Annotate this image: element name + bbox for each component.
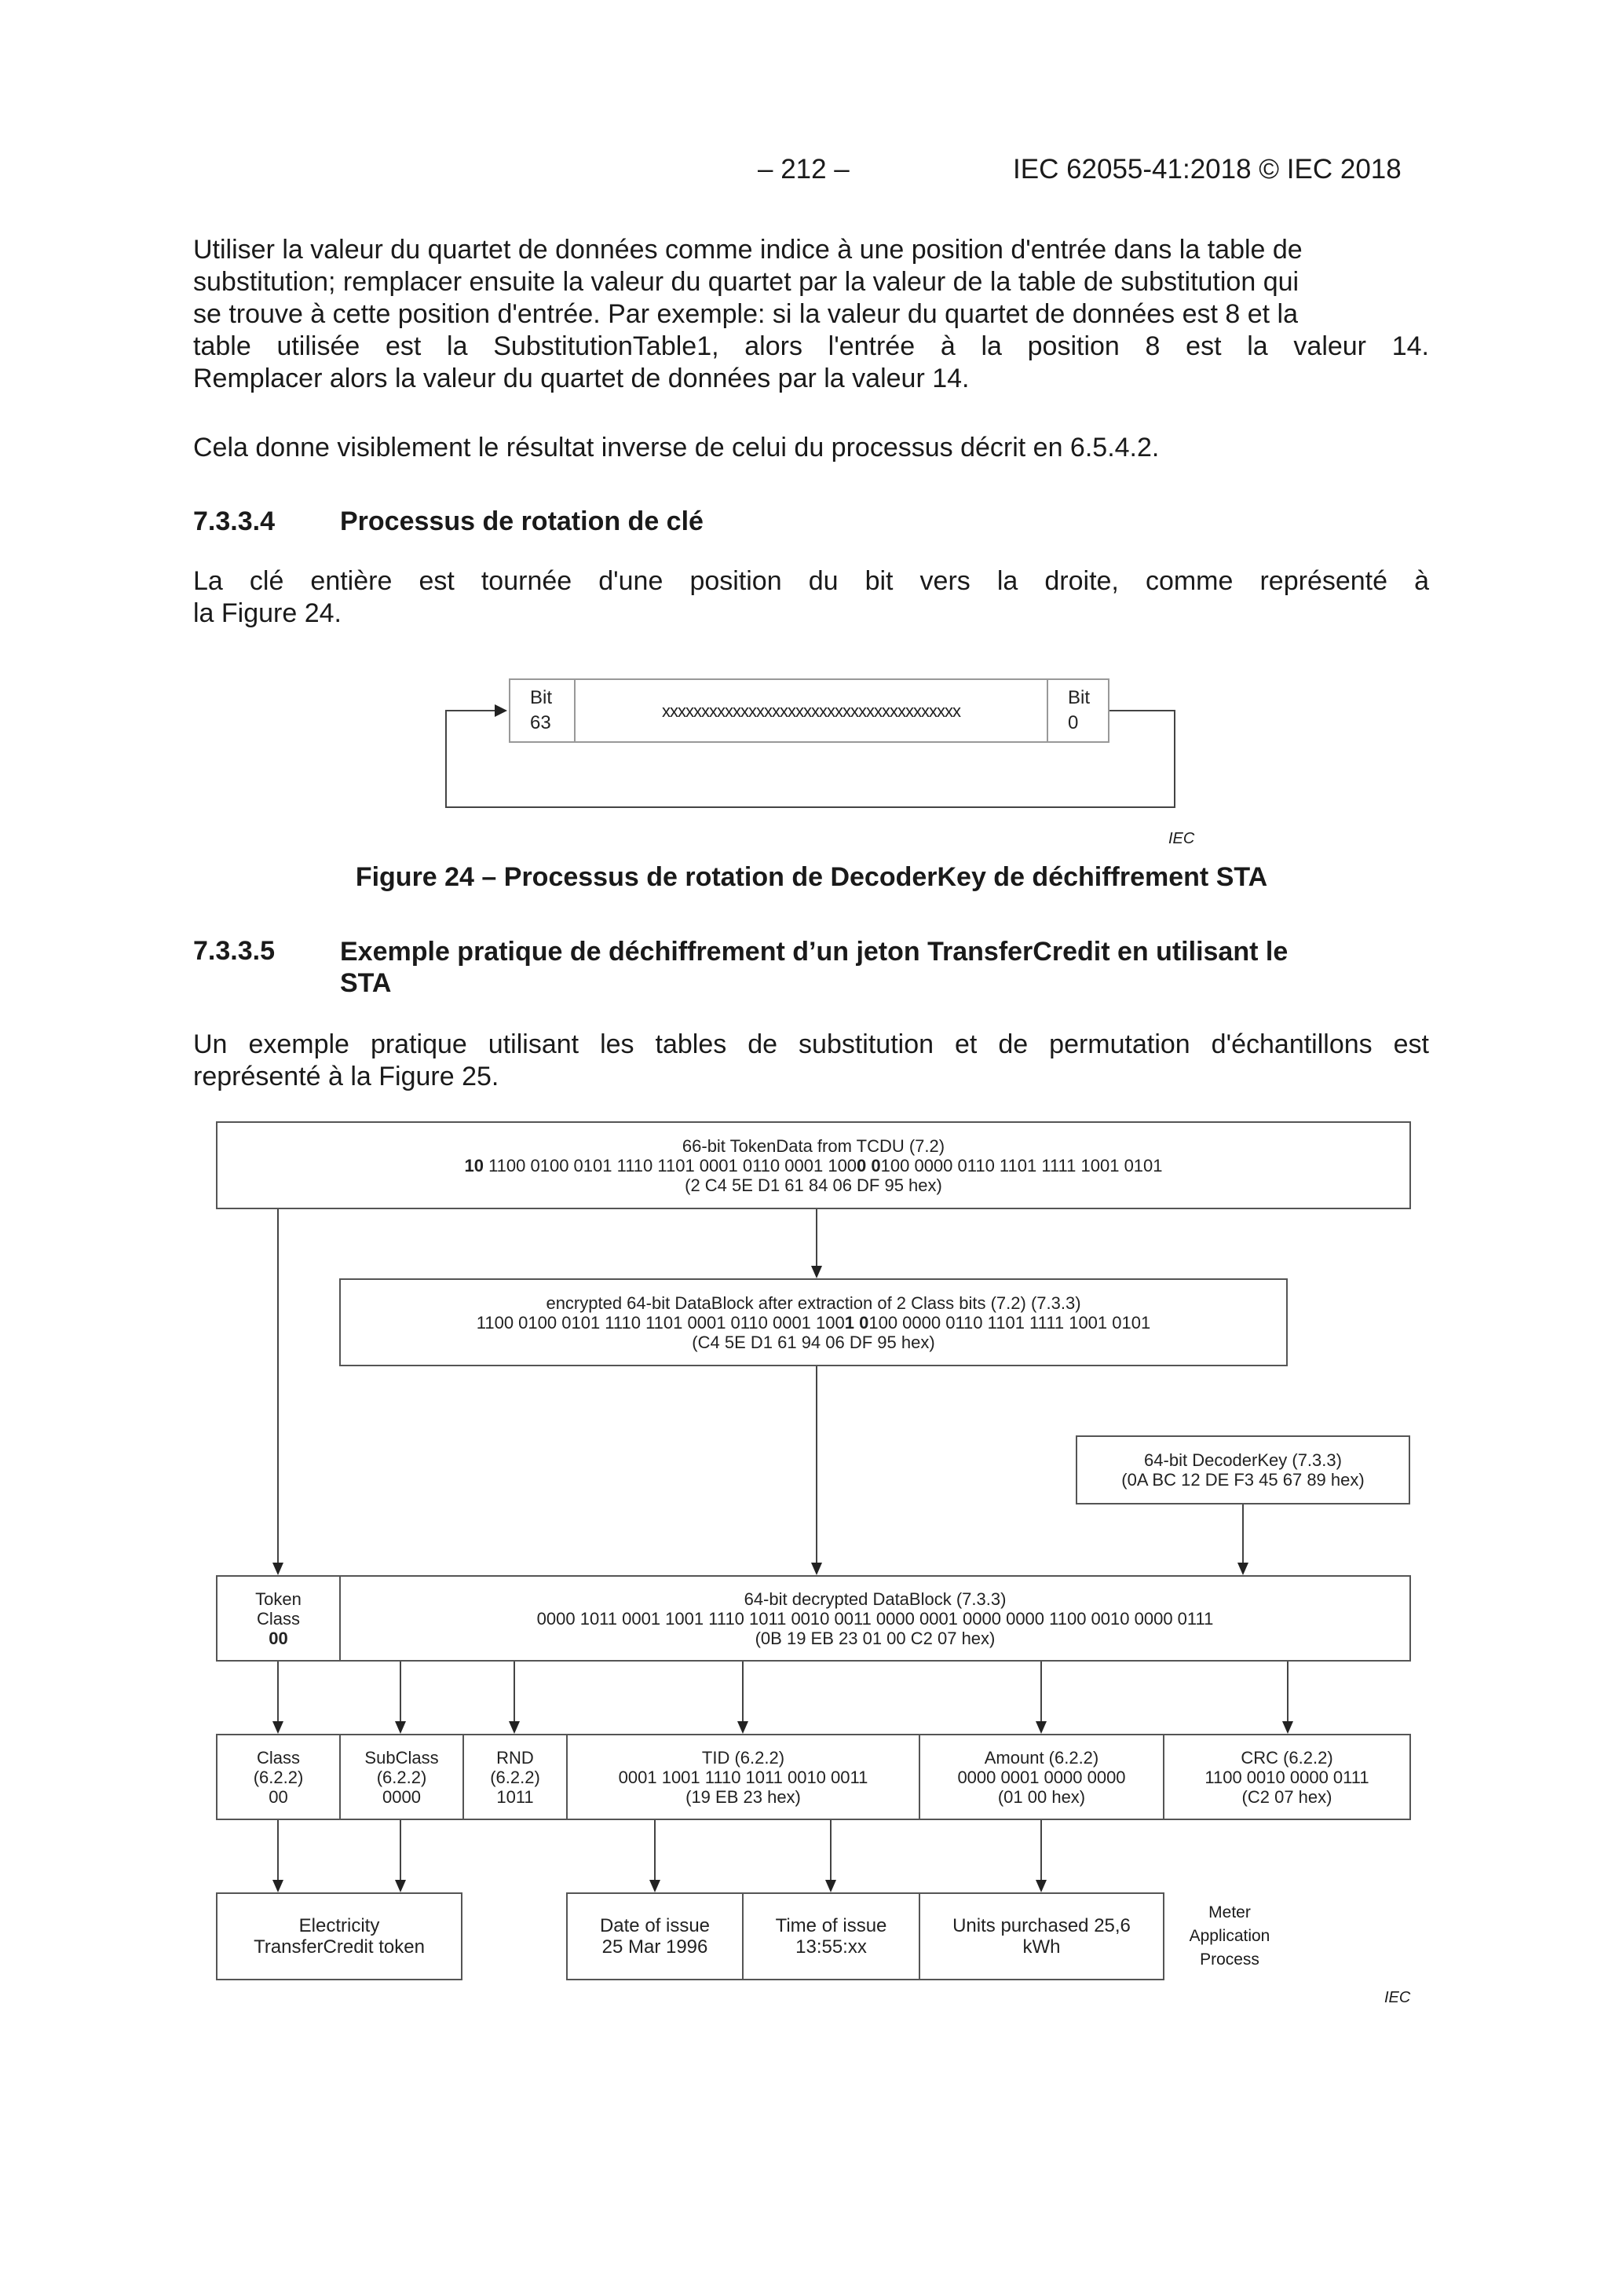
field-ref: (6.2.2) — [253, 1767, 304, 1787]
decrypted-title: 64-bit decrypted DataBlock (7.3.3) — [744, 1589, 1007, 1609]
bit63-label: Bit — [530, 687, 553, 708]
encrypted-hex: (C4 5E D1 61 94 06 DF 95 hex) — [692, 1332, 935, 1352]
field-hex: (19 EB 23 hex) — [685, 1786, 801, 1807]
output-line: Date of issue — [599, 1915, 711, 1936]
output-line: TransferCredit token — [254, 1936, 425, 1958]
date-of-issue-box — [566, 1892, 744, 1980]
bit0-value: 0 — [1068, 712, 1079, 733]
bit63-value: 63 — [530, 712, 551, 733]
token-class-line: Class — [256, 1608, 300, 1629]
section-title-line: STA — [340, 968, 392, 998]
output-line: kWh — [1022, 1936, 1061, 1958]
key-bits: xxxxxxxxxxxxxxxxxxxxxxxxxxxxxxxxxxxxxx — [662, 700, 960, 721]
field-hex: (C2 07 hex) — [1241, 1786, 1332, 1807]
token-class-box — [216, 1575, 341, 1662]
inverse-paragraph: Cela donne visiblement le résultat inverse de celui du processus décrit en 6.5.4.2. — [193, 433, 1160, 462]
page-number: – 212 – — [758, 154, 850, 185]
meter-line: Process — [1200, 1951, 1259, 1969]
bold-bits: 0 0 — [857, 1155, 881, 1175]
text-line: Un exemple pratique utilisant les tables de substitution et de permutation d'échantillons est — [193, 1029, 1429, 1059]
text-line: Remplacer alors la valeur du quartet de données par la valeur 14. — [193, 364, 970, 393]
meter-line: Application — [1189, 1927, 1270, 1945]
token-data-bits — [464, 1156, 1162, 1175]
bold-bits: 1 0 — [844, 1312, 869, 1333]
meter-application-process — [1163, 1892, 1296, 1980]
token-data-title: 66-bit TokenData from TCDU (7.2) — [682, 1135, 945, 1156]
bits: 100 0000 0110 1101 1111 1001 0101 — [880, 1155, 1163, 1175]
token-data-box — [216, 1121, 1411, 1209]
units-purchased-box — [919, 1892, 1164, 1980]
field-bits: 0000 0001 0000 0000 — [957, 1767, 1126, 1787]
field-value: 00 — [269, 1786, 288, 1807]
output-line: Time of issue — [775, 1915, 887, 1936]
bits: 1100 0100 0101 1110 1101 0001 0110 0001 100 — [476, 1312, 845, 1333]
text-line: la Figure 24. — [193, 598, 342, 628]
iec-mark: IEC — [1168, 830, 1195, 847]
field-value: 1011 — [496, 1786, 534, 1807]
figure24-caption: Figure 24 – Processus de rotation de DecoderKey de déchiffrement STA — [355, 862, 1268, 892]
token-class-line: Token — [255, 1589, 302, 1609]
decrypted-datablock-box — [339, 1575, 1411, 1662]
bold-bits: 10 — [464, 1155, 484, 1175]
text-line: substitution; remplacer ensuite la valeur du quartet par la valeur de la table de substitution qui — [193, 267, 1299, 297]
class-field-box — [216, 1734, 341, 1820]
field-value: 0000 — [382, 1786, 421, 1807]
section-number: 7.3.3.5 — [193, 936, 275, 966]
subclass-field-box — [339, 1734, 464, 1820]
decoder-key-box — [1076, 1435, 1410, 1504]
field-ref: (6.2.2) — [490, 1767, 540, 1787]
field-name: CRC (6.2.2) — [1241, 1747, 1333, 1768]
standard-reference: IEC 62055-41:2018 © IEC 2018 — [1013, 154, 1402, 185]
field-name: Amount (6.2.2) — [984, 1747, 1099, 1768]
encrypted-datablock-box — [339, 1278, 1288, 1366]
crc-field-box — [1163, 1734, 1411, 1820]
iec-mark: IEC — [1384, 1989, 1411, 2006]
field-bits: 0001 1001 1110 1011 0010 0011 — [618, 1767, 868, 1787]
token-class-value: 00 — [269, 1628, 288, 1648]
decoder-key-hex: (0A BC 12 DE F3 45 67 89 hex) — [1121, 1470, 1365, 1490]
field-name: Class — [256, 1747, 300, 1768]
electricity-token-box — [216, 1892, 462, 1980]
section-number: 7.3.3.4 — [193, 506, 275, 536]
output-line: Units purchased 25,6 — [952, 1915, 1131, 1936]
field-name: SubClass — [364, 1747, 439, 1768]
text-line: Utiliser la valeur du quartet de données comme indice à une position d'entrée dans la table de — [193, 235, 1303, 265]
field-ref: (6.2.2) — [376, 1767, 427, 1787]
bits: 100 0000 0110 1101 1111 1001 0101 — [868, 1312, 1151, 1333]
text-line: représenté à la Figure 25. — [193, 1062, 499, 1091]
text-line: La clé entière est tournée d'une position du bit vers la droite, comme représenté à — [193, 566, 1429, 596]
output-line: 25 Mar 1996 — [601, 1936, 708, 1958]
tid-field-box — [566, 1734, 920, 1820]
meter-line: Meter — [1208, 1903, 1251, 1921]
bits: 1100 0100 0101 1110 1101 0001 0110 0001 100 — [483, 1155, 857, 1175]
section-title-line: Exemple pratique de déchiffrement d’un jeton TransferCredit en utilisant le — [340, 937, 1289, 967]
token-data-hex: (2 C4 5E D1 61 84 06 DF 95 hex) — [685, 1175, 942, 1195]
text-line: table utilisée est la SubstitutionTable1, alors l'entrée à la position 8 est la valeur 14. — [193, 331, 1429, 361]
field-hex: (01 00 hex) — [997, 1786, 1086, 1807]
field-name: TID (6.2.2) — [701, 1747, 785, 1768]
output-line: 13:55:xx — [795, 1936, 867, 1958]
field-bits: 1100 0010 0000 0111 — [1204, 1767, 1369, 1787]
encrypted-bits — [477, 1313, 1150, 1333]
bit0-label: Bit — [1068, 687, 1091, 708]
decoder-key-title: 64-bit DecoderKey (7.3.3) — [1144, 1450, 1342, 1470]
text-line: se trouve à cette position d'entrée. Par exemple: si la valeur du quartet de données est 8 et la — [193, 299, 1299, 329]
output-line: Electricity — [298, 1915, 380, 1936]
rnd-field-box — [462, 1734, 568, 1820]
decrypted-hex: (0B 19 EB 23 01 00 C2 07 hex) — [755, 1628, 996, 1648]
encrypted-title: encrypted 64-bit DataBlock after extraction of 2 Class bits (7.2) (7.3.3) — [546, 1292, 1081, 1313]
decrypted-bits: 0000 1011 0001 1001 1110 1011 0010 0011 0000 0001 0000 0000 1100 0010 0000 0111 — [536, 1608, 1214, 1629]
section-title: Processus de rotation de clé — [340, 506, 704, 536]
field-name: RND — [496, 1747, 534, 1768]
amount-field-box — [919, 1734, 1164, 1820]
time-of-issue-box — [742, 1892, 920, 1980]
